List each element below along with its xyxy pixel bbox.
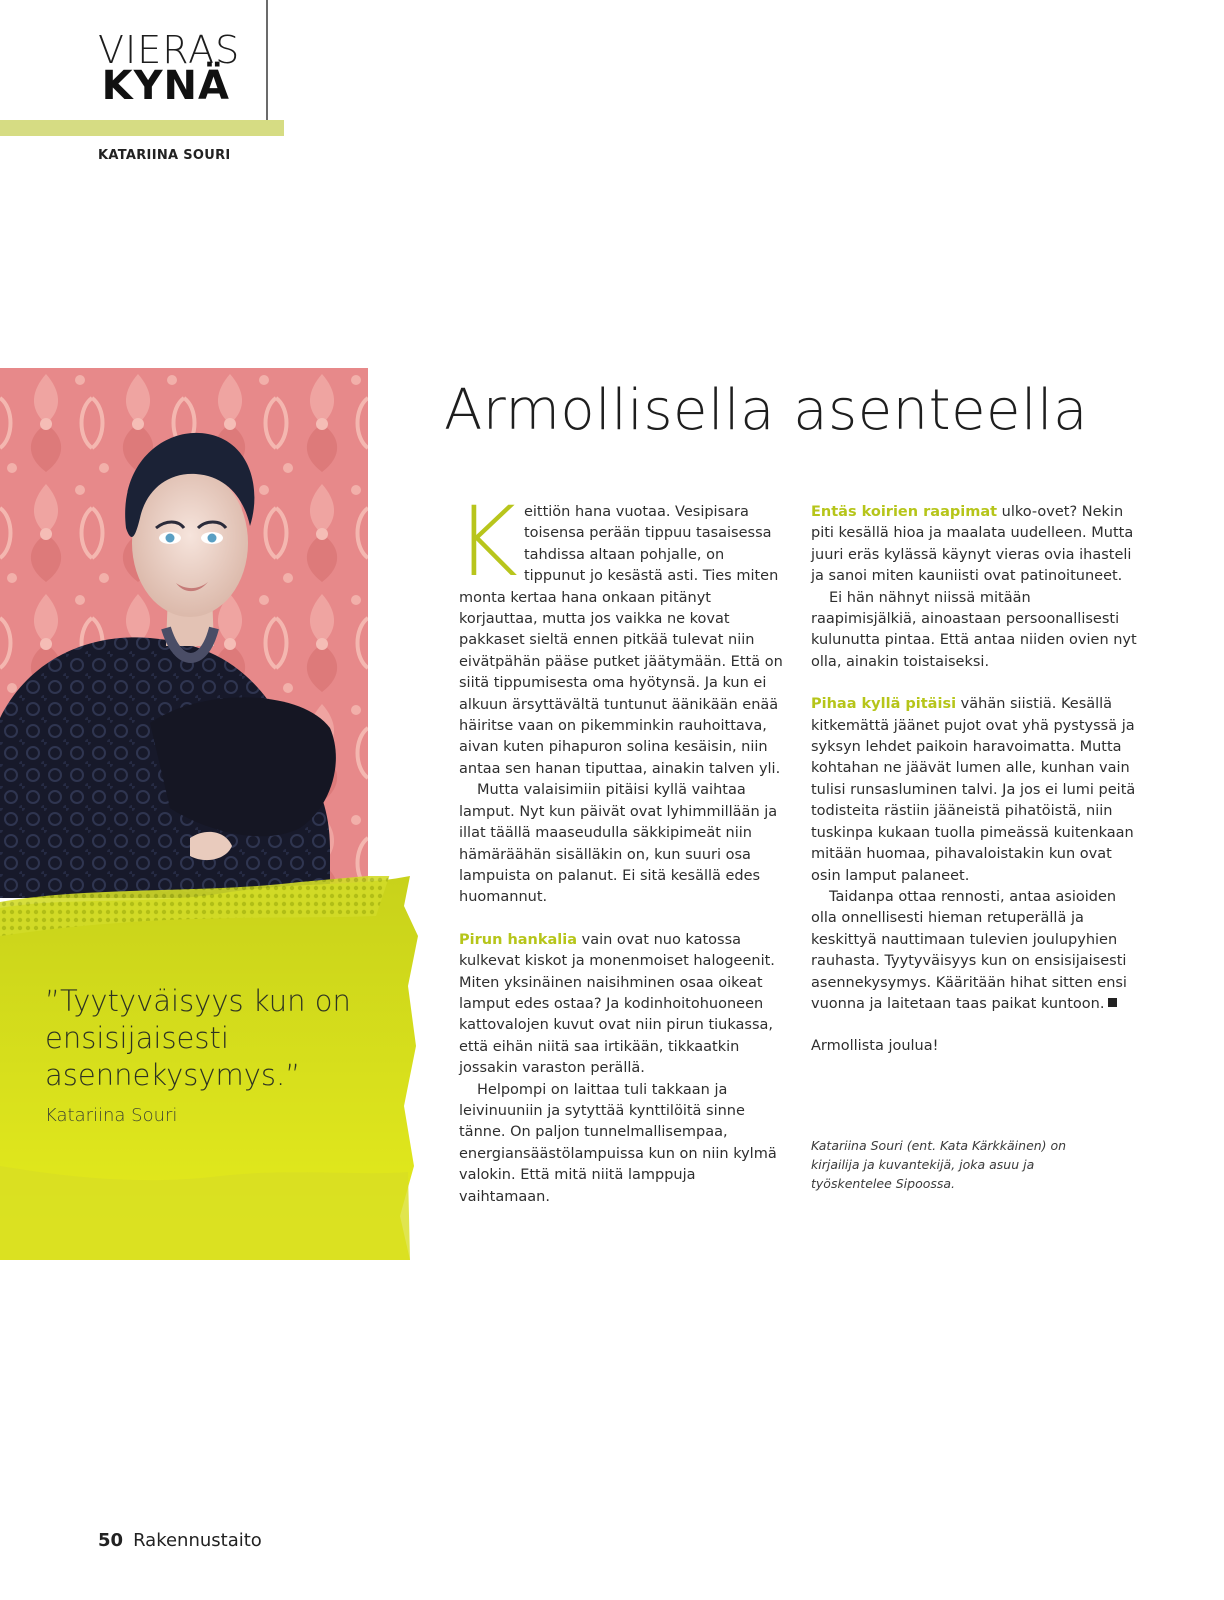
article-title: Armollisella asenteella	[444, 378, 1088, 443]
publication-name: Rakennustaito	[133, 1530, 262, 1551]
paragraph-text: vain ovat nuo katossa kulkevat kiskot ja monenmoiset halogeenit. Miten yksinäinen naisihminen osaa oikeat lamput edes ostaa? Ja kodinhoitohuoneen kattovalojen kuvut ovat niin pirun tiukassa, että eihän niitä saa irtikään, tikkaatkin jossakin varaston perällä.	[459, 931, 775, 1077]
paragraph	[459, 930, 785, 1080]
paragraph-text: ulko-ovet? Nekin piti kesällä hioa ja maalata uudelleen. Mutta juuri eräs kylässä käynyt vieras ovia ihasteli ja sanoi miten kauniisti ovat patinoituneet.	[811, 504, 1134, 585]
paragraph-gap	[459, 909, 785, 930]
paragraph-gap	[811, 1015, 1137, 1036]
author-photo	[0, 368, 368, 898]
paragraph	[811, 502, 1137, 588]
column-tag-kyna: KYNÄ	[101, 63, 230, 109]
end-of-article-mark	[1108, 998, 1117, 1007]
closing-line: Armollista joulua!	[811, 1038, 939, 1055]
paragraph: Helpompi on laittaa tuli takkaan ja leivinuuniin ja sytyttää kynttilöitä sinne tänne. On paljon tunnelmallisempaa, energiansäästölampuissa kun on niin kylmä valokin. Että mitä niitä lamppuja vaihtamaan.	[459, 1081, 777, 1205]
paragraph-lead-in: Pihaa kyllä pitäisi	[811, 696, 957, 713]
paragraph	[455, 486, 785, 780]
paragraph-text: eittiön hana vuotaa. Vesipisara toisensa perään tippuu tasaisessa tahdissa altaan pohjalle, on tippunut jo kesästä asti. Ties miten monta kertaa hana onkaan pitänyt korjauttaa, mutta jos vaikka ne kovat pakkaset sieltä ennen pitkää tulevat niin eivätpähän pääse putket jäätymään. Että on siitä tippumisesta oma hyötynsä. Ja kun ei alkuun ärsyttävältä tuntunut äänikään enää häiritse vaan on pikemminkin rauhoittava, aivan kuten pihapuron solina kesäisin, niin antaa sen hanan tiputtaa, ainakin talven yli.	[459, 504, 783, 777]
header-vertical-rule	[266, 0, 268, 120]
paragraph-text: Taidanpa ottaa rennosti, antaa asioiden olla onnellisesti hieman retuperällä ja keskittyä nauttimaan tulevien joulupyhien rauhasta. Tyytyväisyys kun on ensisijaisesti asennekysymys. Kääritään hihat sitten ensi vuonna ja laitetaan taas paikat kuntoon.	[811, 888, 1127, 1012]
article-column-1	[455, 486, 785, 1208]
author-byline: KATARIINA SOURI	[98, 148, 231, 163]
article-column-2	[811, 502, 1137, 1058]
paragraph	[811, 887, 1137, 1015]
header-horizontal-rule	[0, 120, 284, 136]
paragraph-lead-in: Entäs koirien raapimat	[811, 504, 998, 520]
paragraph-gap	[811, 673, 1137, 694]
drop-cap: K	[455, 486, 518, 598]
paragraph: Mutta valaisimiin pitäisi kyllä vaihtaa lamput. Nyt kun päivät ovat lyhimmillään ja illat täällä maaseudulla säkkipimeät niin hämäräähän sisälläkin on, kun suuri osa lampuista on palanut. Ei sitä kesällä edes huomannut.	[459, 782, 778, 906]
page-number: 50	[98, 1530, 124, 1551]
paragraph-text: vähän siistiä. Kesällä kitkemättä jäänet pujot ovat yhä pystyssä ja syksyn lehdet paikoin haravoimatta. Mutta kohtahan ne jäävät lumen alle, kunhan vain tulisi runsasluminen talvi. Ja jos ei lumi peitä todisteita rästiin jääneistä pihatöistä, niin tuskinpa kukaan tuolla pimeässä kuitenkaan mitään huomaa, pihavaloistakin kun ovat osin lamput palaneet.	[811, 696, 1136, 884]
paragraph	[811, 694, 1137, 887]
pull-quote: ”Tyytyväisyys kun on ensisijaisesti asennekysymys.”	[45, 984, 351, 1092]
paragraph: Ei hän nähnyt niissä mitään raapimisjälkiä, ainoastaan persoonallisesti kulunutta pintaa. Että antaa niiden ovien nyt olla, ainakin toistaiseksi.	[811, 589, 1137, 670]
page-footer	[98, 1530, 262, 1551]
paragraph-lead-in: Pirun hankalia	[459, 931, 578, 948]
author-bio-text: Katariina Souri (ent. Kata Kärkkäinen) on kirjailija ja kuvantekijä, joka asuu ja työskentelee Sipoossa.	[811, 1138, 1067, 1191]
column-tag-vieras: VIERAS	[98, 28, 241, 72]
pull-quote-author: Katariina Souri	[45, 1105, 178, 1126]
author-bio	[811, 1136, 1111, 1193]
